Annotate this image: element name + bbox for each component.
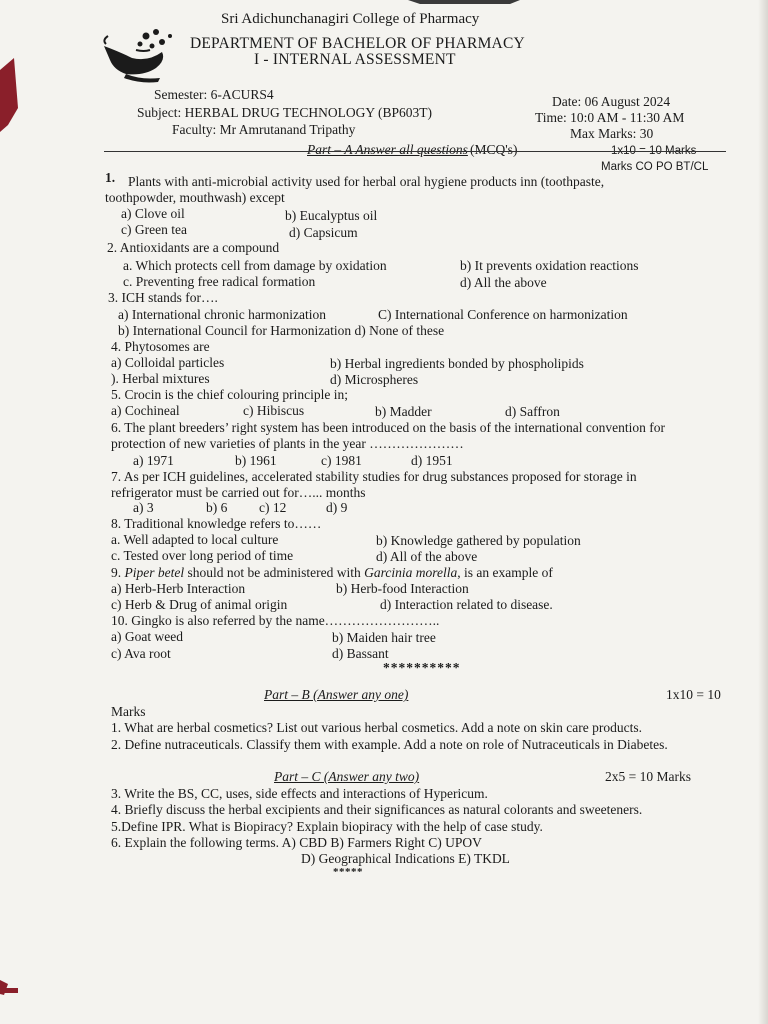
part-b-title: Part – B (Answer any one) — [264, 687, 409, 702]
question-number: 1. — [105, 170, 116, 185]
question-9 — [111, 565, 553, 581]
option: ). Herbal mixtures — [111, 371, 210, 386]
option: a) International chronic harmonization — [118, 307, 327, 322]
part-c-question-6-line-2: D) Geographical Indications E) TKDL — [301, 851, 510, 866]
option: d) All of the above — [376, 549, 478, 564]
option: b) Herb-food Interaction — [336, 581, 469, 596]
option: a) Herb-Herb Interaction — [111, 581, 246, 596]
question-2: 2. Antioxidants are a compound — [107, 240, 280, 255]
part-a-title: Part – A Answer all questions — [307, 142, 468, 157]
question-10: 10. Gingko is also referred by the name…………………….. — [111, 613, 440, 628]
option: a) Cochineal — [111, 403, 180, 418]
question-8: 8. Traditional knowledge refers to…… — [111, 516, 322, 531]
option: b) It prevents oxidation reactions — [460, 258, 639, 273]
section-separator: ********** — [383, 660, 461, 675]
college-logo-lamp-icon — [100, 22, 192, 84]
option: a. Which protects cell from damage by oxidation — [123, 258, 387, 273]
part-a-suffix: (MCQ's) — [470, 142, 518, 157]
option: c) 12 — [259, 500, 287, 515]
option: d) Capsicum — [289, 225, 358, 240]
part-c-question-3: 3. Write the BS, CC, uses, side effects and interactions of Hypericum. — [111, 786, 488, 801]
question-6-line-2: protection of new varieties of plants in the year ………………… — [111, 436, 464, 451]
exam-title: I - INTERNAL ASSESSMENT — [254, 51, 456, 68]
max-marks: Max Marks: 30 — [570, 126, 654, 141]
option: b) Maiden hair tree — [332, 630, 436, 645]
herb-name: Piper betel — [124, 565, 185, 580]
option: c) Herb & Drug of animal origin — [111, 597, 288, 612]
question-9-middle: should not be administered with — [184, 565, 365, 580]
faculty: Faculty: Mr Amrutanand Tripathy — [172, 122, 356, 137]
part-b-marks-label: Marks — [111, 704, 146, 719]
question-1-line-2: toothpowder, mouthwash) except — [105, 190, 285, 205]
question-1-line-1: Plants with anti-microbial activity used for herbal oral hygiene products inn (toothpaste, — [128, 174, 605, 189]
herb-name: Garcinia morella — [364, 565, 458, 580]
part-b-marks: 1x10 = 10 — [666, 687, 721, 702]
option: d) Microspheres — [330, 372, 419, 387]
option: b) Eucalyptus oil — [285, 208, 378, 223]
question-5: 5. Crocin is the chief colouring principle in; — [111, 387, 348, 402]
option: c. Tested over long period of time — [111, 548, 294, 563]
option: C) International Conference on harmonization — [378, 307, 628, 322]
option: b) International Council for Harmonization d) None of these — [118, 323, 445, 338]
part-a-marks: 1x10 = 10 Marks — [611, 145, 697, 157]
end-separator: ***** — [333, 866, 363, 878]
option: b) 6 — [206, 500, 228, 515]
question-9-prefix: 9. — [111, 565, 125, 580]
part-c-marks: 2x5 = 10 Marks — [605, 769, 691, 784]
option: b) Knowledge gathered by population — [376, 533, 581, 548]
marks-columns-header: Marks CO PO BT/CL — [601, 161, 709, 173]
option: a) 3 — [133, 500, 154, 515]
question-7-line-2: refrigerator must be carried out for…... months — [111, 485, 366, 500]
question-3: 3. ICH stands for…. — [108, 290, 218, 305]
department-name: DEPARTMENT OF BACHELOR OF PHARMACY — [190, 35, 525, 52]
exam-time: Time: 10:0 AM - 11:30 AM — [535, 110, 685, 125]
college-name: Sri Adichunchanagiri College of Pharmacy — [221, 11, 480, 27]
option: b) Herbal ingredients bonded by phospholipids — [330, 356, 584, 371]
option: a. Well adapted to local culture — [111, 532, 279, 547]
part-c-title: Part – C (Answer any two) — [274, 769, 420, 784]
option: a) Colloidal particles — [111, 355, 225, 370]
option: d) Interaction related to disease. — [380, 597, 553, 612]
option: a) Clove oil — [121, 206, 185, 221]
subject: Subject: HERBAL DRUG TECHNOLOGY (BP603T) — [137, 105, 432, 120]
question-4: 4. Phytosomes are — [111, 339, 210, 354]
question-6-line-1: 6. The plant breeders’ right system has been introduced on the basis of the international convention for — [111, 420, 665, 435]
option: c) Ava root — [111, 646, 171, 661]
option: a) 1971 — [133, 453, 174, 468]
option: c) Green tea — [121, 222, 187, 237]
option: d) 1951 — [411, 453, 453, 468]
question-9-suffix: , is an example of — [457, 565, 553, 580]
option: b) Madder — [375, 404, 432, 419]
divider-line — [104, 151, 726, 152]
semester: Semester: 6-ACURS4 — [154, 87, 274, 102]
option: d) Saffron — [505, 404, 560, 419]
part-c-question-6-line-1: 6. Explain the following terms. A) CBD B) Farmers Right C) UPOV — [111, 835, 482, 850]
option: c. Preventing free radical formation — [123, 274, 316, 289]
question-7-line-1: 7. As per ICH guidelines, accelerated stability studies for drug substances proposed for storage in — [111, 469, 637, 484]
option: b) 1961 — [235, 453, 277, 468]
option: d) Bassant — [332, 646, 389, 661]
option: a) Goat weed — [111, 629, 183, 644]
part-c-question-5: 5.Define IPR. What is Biopiracy? Explain biopiracy with the help of case study. — [111, 819, 543, 834]
part-c-question-4: 4. Briefly discuss the herbal excipients and their significances as natural colorants and sweeteners. — [111, 802, 643, 817]
option: d) All the above — [460, 275, 547, 290]
exam-date: Date: 06 August 2024 — [552, 94, 671, 109]
part-b-question-2: 2. Define nutraceuticals. Classify them with example. Add a note on role of Nutraceuticals in Diabetes. — [111, 737, 668, 752]
part-b-question-1: 1. What are herbal cosmetics? List out various herbal cosmetics. Add a note on skin care products. — [111, 720, 642, 735]
option: c) 1981 — [321, 453, 362, 468]
option: c) Hibiscus — [243, 403, 305, 418]
option: d) 9 — [326, 500, 348, 515]
